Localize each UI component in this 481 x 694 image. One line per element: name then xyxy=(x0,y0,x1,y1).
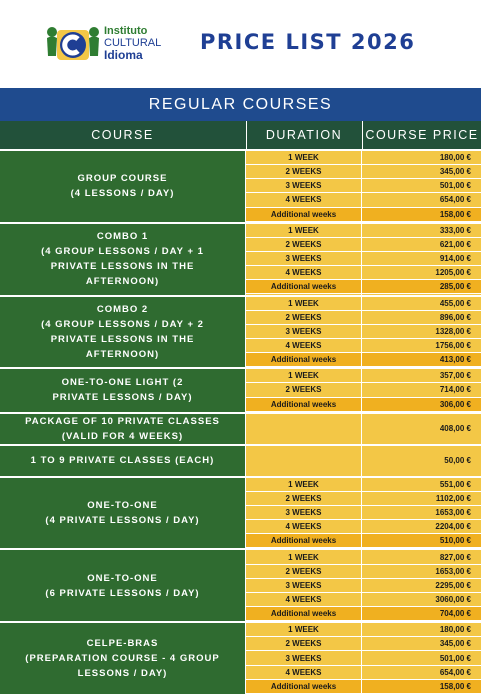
section-banner: REGULAR COURSES xyxy=(0,88,481,121)
duration-cell: 4 WEEKS xyxy=(246,666,361,680)
price-cell: 345,00 € xyxy=(362,637,481,651)
price-column xyxy=(362,446,481,476)
price-column xyxy=(362,151,481,222)
course-name-line: GROUP COURSE xyxy=(77,173,168,185)
duration-cell: 2 WEEKS xyxy=(246,565,361,579)
course-group xyxy=(0,444,481,476)
price-cell: 285,00 € xyxy=(362,280,481,294)
duration-cell: 3 WEEKS xyxy=(246,579,361,593)
duration-column xyxy=(246,414,361,444)
duration-cell: 1 WEEK xyxy=(246,478,361,492)
logo-line-3: Idioma xyxy=(104,48,143,62)
duration-cell: 3 WEEKS xyxy=(246,252,361,266)
price-column xyxy=(362,297,481,368)
duration-column xyxy=(246,550,361,621)
course-group xyxy=(0,621,481,694)
course-name xyxy=(0,414,245,444)
course-name-line: CELPE-BRAS xyxy=(86,638,159,650)
duration-cell: 4 WEEKS xyxy=(246,266,361,280)
price-cell: 50,00 € xyxy=(444,456,471,466)
course-name xyxy=(0,550,245,621)
duration-column xyxy=(246,224,361,295)
page-title: PRICE LIST 2026 xyxy=(200,30,416,54)
page-header xyxy=(0,0,481,88)
price-cell: 455,00 € xyxy=(362,297,481,311)
price-cell: 1205,00 € xyxy=(362,266,481,280)
course-group xyxy=(0,548,481,621)
course-name-line: (4 GROUP LESSONS / DAY + 2 xyxy=(41,318,204,330)
price-cell: 1102,00 € xyxy=(362,492,481,506)
duration-cell: Additional weeks xyxy=(246,607,361,621)
price-column xyxy=(362,414,481,444)
duration-cell: Additional weeks xyxy=(246,534,361,548)
duration-cell xyxy=(246,446,361,476)
course-name-line: ONE-TO-ONE xyxy=(87,572,158,584)
duration-cell: 2 WEEKS xyxy=(246,492,361,506)
duration-cell: 4 WEEKS xyxy=(246,520,361,534)
course-name-line: COMBO 2 xyxy=(96,303,149,315)
course-group xyxy=(0,476,481,549)
course-name-line: (4 LESSONS / DAY) xyxy=(70,188,175,200)
course-name xyxy=(0,151,245,222)
duration-cell: 1 WEEK xyxy=(246,369,361,383)
duration-cell: Additional weeks xyxy=(246,398,361,412)
institute-logo xyxy=(44,22,184,66)
price-cell: 333,00 € xyxy=(362,224,481,238)
duration-cell: 2 WEEKS xyxy=(246,311,361,325)
duration-cell: 3 WEEKS xyxy=(246,651,361,665)
price-column xyxy=(362,369,481,411)
price-cell: 180,00 € xyxy=(362,151,481,165)
course-name-line: (4 PRIVATE LESSONS / DAY) xyxy=(45,515,200,527)
price-cell: 501,00 € xyxy=(362,651,481,665)
price-cell: 158,00 € xyxy=(362,208,481,222)
price-cell: 827,00 € xyxy=(362,550,481,564)
price-cell: 510,00 € xyxy=(362,534,481,548)
price-cell: 1756,00 € xyxy=(362,339,481,353)
price-cell: 501,00 € xyxy=(362,179,481,193)
course-name-line: 1 TO 9 PRIVATE CLASSES (EACH) xyxy=(30,455,215,467)
price-cell: 654,00 € xyxy=(362,666,481,680)
price-cell: 1328,00 € xyxy=(362,325,481,339)
course-group xyxy=(0,222,481,295)
duration-cell: Additional weeks xyxy=(246,208,361,222)
duration-cell: 4 WEEKS xyxy=(246,593,361,607)
price-cell: 413,00 € xyxy=(362,353,481,367)
duration-cell: 3 WEEKS xyxy=(246,325,361,339)
price-cell: 158,00 € xyxy=(362,680,481,694)
course-name-line: PRIVATE LESSONS IN THE xyxy=(50,333,195,345)
price-cell: 914,00 € xyxy=(362,252,481,266)
course-name xyxy=(0,446,245,476)
price-cell: 654,00 € xyxy=(362,193,481,207)
price-column xyxy=(362,478,481,549)
course-name-line: ONE-TO-ONE xyxy=(87,500,158,512)
duration-cell: 3 WEEKS xyxy=(246,179,361,193)
course-name xyxy=(0,478,245,549)
course-name-line: AFTERNOON) xyxy=(85,276,160,288)
course-name-line: (6 PRIVATE LESSONS / DAY) xyxy=(45,587,200,599)
price-cell: 180,00 € xyxy=(362,623,481,637)
course-name-line: COMBO 1 xyxy=(96,231,149,243)
duration-cell: 1 WEEK xyxy=(246,224,361,238)
price-cell: 1653,00 € xyxy=(362,565,481,579)
course-name-line: AFTERNOON) xyxy=(85,348,160,360)
course-name xyxy=(0,224,245,295)
course-name-line: ONE-TO-ONE LIGHT (2 xyxy=(61,377,184,389)
course-group xyxy=(0,149,481,222)
duration-cell: 2 WEEKS xyxy=(246,383,361,397)
price-column xyxy=(362,623,481,694)
duration-column xyxy=(246,369,361,411)
column-header-duration: DURATION xyxy=(246,121,361,149)
price-cell: 714,00 € xyxy=(362,383,481,397)
price-cell: 2295,00 € xyxy=(362,579,481,593)
duration-column xyxy=(246,151,361,222)
course-name xyxy=(0,369,245,411)
duration-cell: Additional weeks xyxy=(246,353,361,367)
duration-column xyxy=(246,478,361,549)
price-cell: 896,00 € xyxy=(362,311,481,325)
course-name xyxy=(0,623,245,694)
course-group xyxy=(0,295,481,368)
course-name-line: PRIVATE LESSONS / DAY) xyxy=(52,392,193,404)
course-name-line: (4 GROUP LESSONS / DAY + 1 xyxy=(41,246,204,258)
duration-cell xyxy=(246,414,361,444)
column-header-course: COURSE xyxy=(91,128,154,142)
duration-cell: 1 WEEK xyxy=(246,550,361,564)
course-group xyxy=(0,412,481,444)
price-cell: 357,00 € xyxy=(362,369,481,383)
price-cell: 2204,00 € xyxy=(362,520,481,534)
price-cell: 3060,00 € xyxy=(362,593,481,607)
price-column xyxy=(362,550,481,621)
logo-line-1: Instituto xyxy=(104,25,148,37)
duration-cell: 4 WEEKS xyxy=(246,193,361,207)
price-column xyxy=(362,224,481,295)
price-cell: 551,00 € xyxy=(362,478,481,492)
duration-column xyxy=(246,446,361,476)
table-header xyxy=(0,121,481,149)
price-cell: 704,00 € xyxy=(362,607,481,621)
column-header-price: COURSE PRICE xyxy=(362,121,481,149)
price-cell: 621,00 € xyxy=(362,238,481,252)
price-cell: 345,00 € xyxy=(362,165,481,179)
duration-cell: Additional weeks xyxy=(246,680,361,694)
course-name xyxy=(0,297,245,368)
price-cell: 408,00 € xyxy=(439,424,471,434)
course-name-line: (PREPARATION COURSE - 4 GROUP xyxy=(25,653,220,665)
course-name-line: PACKAGE OF 10 PRIVATE CLASSES xyxy=(25,415,220,427)
course-name-line: LESSONS / DAY) xyxy=(77,668,168,680)
duration-column xyxy=(246,297,361,368)
duration-cell: 2 WEEKS xyxy=(246,637,361,651)
price-cell: 306,00 € xyxy=(362,398,481,412)
logo-emblem-icon xyxy=(44,22,102,66)
duration-cell: 2 WEEKS xyxy=(246,238,361,252)
duration-cell: 2 WEEKS xyxy=(246,165,361,179)
duration-cell: Additional weeks xyxy=(246,280,361,294)
price-cell: 1653,00 € xyxy=(362,506,481,520)
duration-cell: 3 WEEKS xyxy=(246,506,361,520)
duration-column xyxy=(246,623,361,694)
duration-cell: 1 WEEK xyxy=(246,151,361,165)
duration-cell: 1 WEEK xyxy=(246,297,361,311)
course-name-line: PRIVATE LESSONS IN THE xyxy=(50,261,195,273)
duration-cell: 4 WEEKS xyxy=(246,339,361,353)
price-table xyxy=(0,149,481,694)
duration-cell: 1 WEEK xyxy=(246,623,361,637)
course-group xyxy=(0,367,481,411)
logo-line-2: CULTURAL xyxy=(104,37,162,49)
course-name-line: (VALID FOR 4 WEEKS) xyxy=(61,430,184,442)
